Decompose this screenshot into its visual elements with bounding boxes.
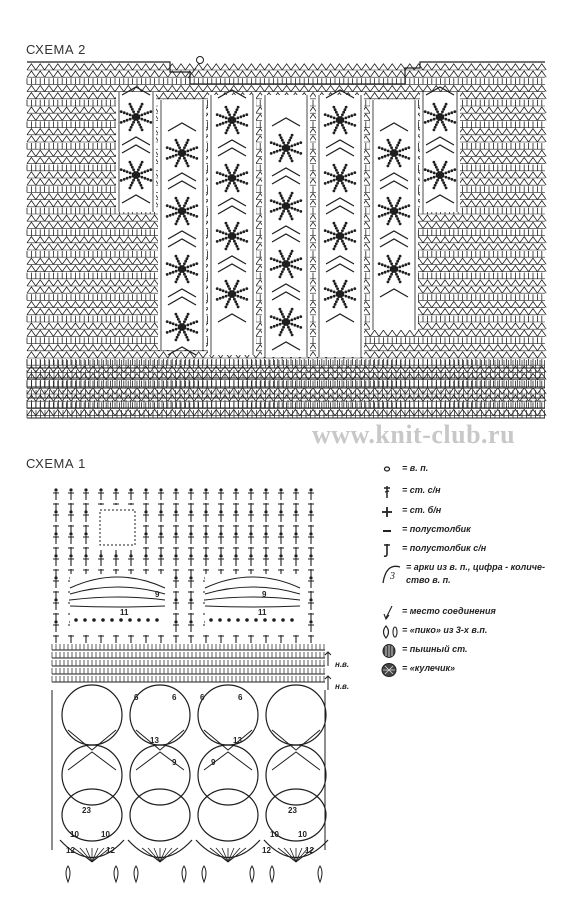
- scheme1-shells: [52, 685, 328, 882]
- mesh-window: [95, 505, 140, 550]
- chain-dot: [263, 618, 267, 622]
- chain-dot: [204, 488, 207, 491]
- join-point-icon: [380, 605, 402, 621]
- half-double-crochet-icon: [380, 542, 402, 558]
- stitch-row: [27, 85, 546, 91]
- chain-dot: [249, 510, 252, 513]
- chain-dot: [309, 488, 312, 491]
- side-post: [52, 690, 325, 850]
- svg-text:3: 3: [390, 571, 395, 582]
- picot: [318, 866, 322, 882]
- arch-number: 10: [70, 830, 79, 839]
- chain-loop: [130, 789, 190, 841]
- chain-dot: [54, 576, 57, 579]
- chain-dot: [204, 554, 207, 557]
- chain-dot: [279, 510, 282, 513]
- arch-number: 13: [233, 736, 242, 745]
- chain-dot: [279, 488, 282, 491]
- fan-panel: [205, 574, 300, 634]
- scallop-post: [148, 848, 160, 862]
- scallop-post: [80, 848, 92, 862]
- row-marker-2: н.в.: [335, 682, 350, 691]
- chain-dot: [264, 510, 267, 513]
- arch-number: 9: [211, 758, 216, 767]
- legend-item-dc: = ст. с/н: [380, 484, 441, 500]
- scallop-post: [216, 848, 228, 862]
- chain-dot: [159, 532, 162, 535]
- arch-number: 10: [270, 830, 279, 839]
- picot: [66, 866, 70, 882]
- pineapple-column: [370, 100, 418, 330]
- chain-dot: [249, 532, 252, 535]
- legend-item-slip: = полустолбик: [380, 523, 471, 539]
- chain-dot: [309, 554, 312, 557]
- chain-dot: [119, 618, 123, 622]
- chain-dot: [279, 532, 282, 535]
- chain-dot: [155, 618, 159, 622]
- arch-number: 11: [120, 608, 129, 617]
- chain-dot: [264, 554, 267, 557]
- slip-stitch-icon: [380, 523, 402, 539]
- chain-dot: [54, 554, 57, 557]
- chain-dot: [83, 618, 87, 622]
- picot: [134, 866, 138, 882]
- stitch-column: [308, 492, 314, 643]
- row-arrow: [325, 676, 331, 690]
- pineapple-column: [420, 92, 460, 212]
- chain-dot: [54, 598, 57, 601]
- chain-dot: [69, 510, 72, 513]
- chain-dot: [264, 488, 267, 491]
- chain-dot: [174, 510, 177, 513]
- scheme1-title: СХЕМА 1: [26, 456, 86, 471]
- chain-dot: [249, 488, 252, 491]
- chain-dot: [218, 618, 222, 622]
- chain-dot: [189, 620, 192, 623]
- pineapple-column: [208, 95, 256, 355]
- stitch-row: [27, 381, 542, 387]
- chain-dot: [294, 532, 297, 535]
- row-arrow: [325, 652, 331, 666]
- chain-dot: [174, 532, 177, 535]
- pineapple-column: [116, 92, 156, 212]
- chain-dot: [99, 488, 102, 491]
- chain-dot: [309, 576, 312, 579]
- chain-dot: [249, 554, 252, 557]
- scallop-post: [160, 848, 172, 862]
- chain-dot: [159, 554, 162, 557]
- puff-stitch-icon: [380, 643, 402, 659]
- chain-dot: [209, 618, 213, 622]
- pineapple-column: [158, 100, 206, 350]
- chain-dot: [219, 488, 222, 491]
- chain-dot: [189, 554, 192, 557]
- pineapple-column: [316, 95, 364, 357]
- chain-dot: [144, 554, 147, 557]
- band-posts: [52, 660, 324, 666]
- chain-dot: [84, 488, 87, 491]
- chain-dot: [227, 618, 231, 622]
- chain-dot: [144, 510, 147, 513]
- single-crochet-icon: [380, 504, 402, 520]
- arch-number: 23: [288, 806, 297, 815]
- chain-dot: [92, 618, 96, 622]
- legend-item-arch: 3 = арки из в. п., цифра - количе- ство в. п.: [380, 561, 545, 591]
- arch-number: 9: [172, 758, 177, 767]
- chain-dot: [264, 532, 267, 535]
- scheme1-band: [52, 644, 325, 682]
- stitch-row: [27, 359, 542, 365]
- chain-dot: [129, 488, 132, 491]
- picot: [182, 866, 186, 882]
- stitch-row: [27, 64, 546, 70]
- band-posts: [52, 676, 324, 682]
- scheme2-diagram: [0, 0, 587, 440]
- chain-dot: [54, 488, 57, 491]
- arch-number: 9: [155, 590, 160, 599]
- pineapple-columns: [116, 87, 460, 357]
- chain-dot: [84, 532, 87, 535]
- arch-number: 12: [262, 846, 271, 855]
- arch-number: 11: [258, 608, 267, 617]
- chain-dot: [110, 618, 114, 622]
- chain-loop: [266, 685, 326, 745]
- chain-dot: [114, 554, 117, 557]
- arch-number: 12: [66, 846, 75, 855]
- chain-dot: [294, 554, 297, 557]
- chain-dot: [189, 510, 192, 513]
- chain-dot: [114, 488, 117, 491]
- chain-dot: [254, 618, 258, 622]
- chain-loop: [198, 789, 258, 841]
- chain-dot: [309, 620, 312, 623]
- chain-dot: [309, 532, 312, 535]
- row-marker-1: н.в.: [335, 660, 350, 669]
- arch-number: 12: [305, 846, 314, 855]
- stitch-column: [173, 492, 179, 643]
- chain-dot: [129, 554, 132, 557]
- chain-loop: [62, 685, 122, 745]
- chain-arch-icon: [380, 561, 406, 591]
- chain-dot: [69, 554, 72, 557]
- chain-dot: [189, 598, 192, 601]
- stitch-column: [188, 492, 194, 643]
- chain-dot: [245, 618, 249, 622]
- chain-dot: [236, 618, 240, 622]
- picot: [250, 866, 254, 882]
- chain-dot: [204, 510, 207, 513]
- chain-dot: [219, 532, 222, 535]
- chain-dot: [219, 510, 222, 513]
- chain-dot: [189, 532, 192, 535]
- legend-item-bobble: = «кулечик»: [380, 662, 455, 678]
- chain-dot: [159, 488, 162, 491]
- scheme2-title: СХЕМА 2: [26, 42, 86, 57]
- chain-dot: [84, 554, 87, 557]
- band-posts: [52, 644, 324, 650]
- legend-item-chain: = в. п.: [380, 462, 428, 478]
- stitch-row: [27, 71, 546, 77]
- chain-dot: [204, 532, 207, 535]
- legend-item-puff: = пышный ст.: [380, 643, 467, 659]
- scallop-post: [284, 848, 296, 862]
- chain-dot: [74, 618, 78, 622]
- scheme1-diagram: [0, 470, 360, 890]
- arch-number: 10: [101, 830, 110, 839]
- bobble-icon: [380, 662, 402, 678]
- stitch-column: [53, 492, 59, 643]
- chain-dot: [272, 618, 276, 622]
- chain-dot: [174, 598, 177, 601]
- chain-dot: [146, 618, 150, 622]
- picot: [202, 866, 206, 882]
- chain-dot: [144, 488, 147, 491]
- fan-panel: [70, 574, 165, 634]
- chain-dot: [219, 554, 222, 557]
- chain-dot: [309, 598, 312, 601]
- chain-dot: [290, 618, 294, 622]
- legend-item-join: = место соединения: [380, 605, 496, 621]
- arch-number: 6: [238, 693, 243, 702]
- chain-dot: [54, 510, 57, 513]
- chain-loop: [198, 685, 258, 745]
- watermark: www.knit-club.ru: [312, 420, 516, 449]
- chain-dot: [174, 576, 177, 579]
- start-marker: [197, 57, 204, 64]
- chain-dot: [234, 532, 237, 535]
- chain-dot: [99, 554, 102, 557]
- arch-number: 12: [106, 846, 115, 855]
- chain-loop: [130, 685, 190, 745]
- chain-dot: [281, 618, 285, 622]
- chain-dot: [294, 488, 297, 491]
- chain-dot: [54, 620, 57, 623]
- chain-stitch-icon: [380, 462, 402, 478]
- arch-number: 9: [262, 590, 267, 599]
- legend-item-picot: = «пико» из 3-х в.п.: [380, 624, 487, 640]
- scheme1-fans: [70, 574, 300, 634]
- scallop-post: [228, 848, 240, 862]
- chain-dot: [294, 510, 297, 513]
- arch-number: 6: [200, 693, 205, 702]
- arch-number: 6: [134, 693, 139, 702]
- chain-dot: [144, 532, 147, 535]
- chain-dot: [279, 554, 282, 557]
- arch-number: 23: [82, 806, 91, 815]
- legend-item-sc: = ст. б/н: [380, 504, 441, 520]
- stitch-row: [27, 402, 542, 408]
- chain-dot: [84, 510, 87, 513]
- chain-dot: [128, 618, 132, 622]
- chain-dot: [174, 488, 177, 491]
- chain-dot: [234, 554, 237, 557]
- chain-dot: [101, 618, 105, 622]
- chain-dot: [234, 510, 237, 513]
- chain-dot: [189, 488, 192, 491]
- arch-number: 13: [150, 736, 159, 745]
- chain-dot: [137, 618, 141, 622]
- picot: [114, 866, 118, 882]
- chain-dot: [174, 620, 177, 623]
- chain-dot: [69, 488, 72, 491]
- arch-number: 6: [172, 693, 177, 702]
- arch-number: 10: [298, 830, 307, 839]
- band-posts: [52, 652, 324, 658]
- chain-dot: [69, 532, 72, 535]
- chain-dot: [234, 488, 237, 491]
- double-crochet-icon: [380, 484, 402, 500]
- picot: [270, 866, 274, 882]
- chain-dot: [54, 532, 57, 535]
- chain-dot: [309, 510, 312, 513]
- band-posts: [52, 668, 324, 674]
- chain-dot: [189, 576, 192, 579]
- chain-dot: [159, 510, 162, 513]
- scallop-post: [92, 848, 104, 862]
- chain-dot: [174, 554, 177, 557]
- legend-item-hdc: = полустолбик с/н: [380, 542, 486, 558]
- picot-icon: [380, 624, 402, 640]
